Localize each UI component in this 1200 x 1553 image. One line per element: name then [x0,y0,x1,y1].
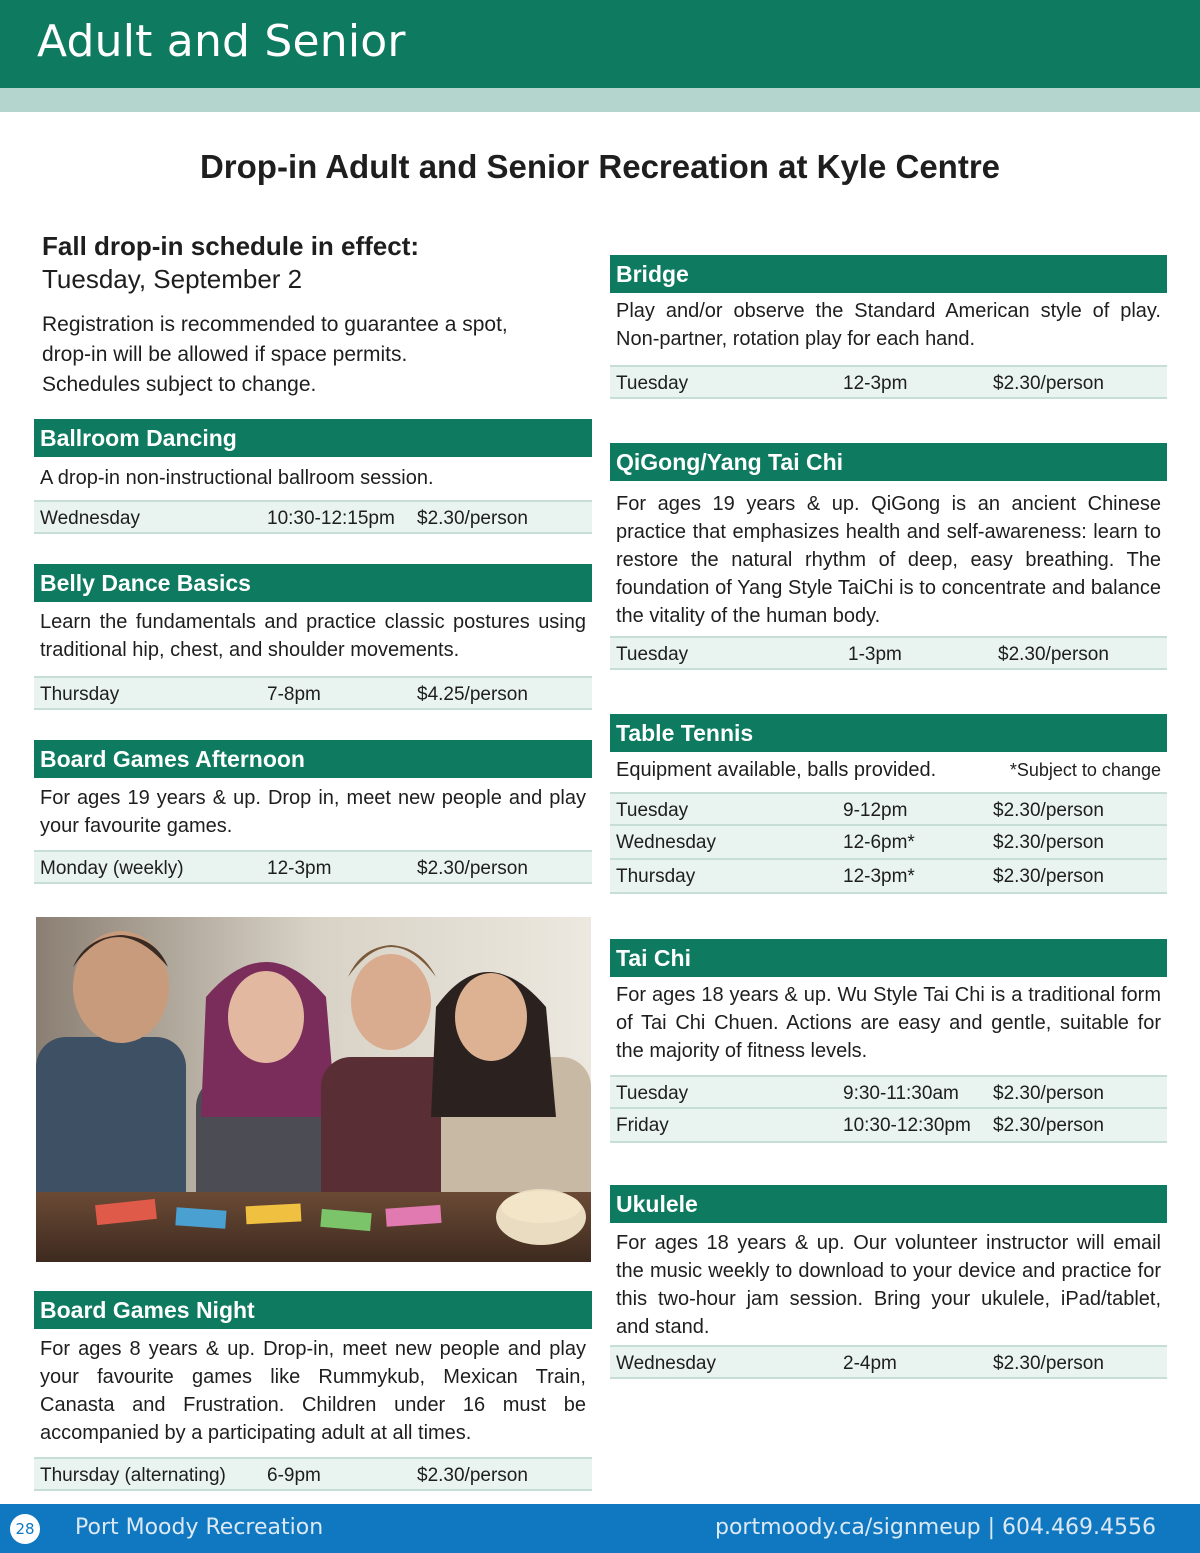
intro-line: drop-in will be allowed if space permits. [42,343,408,366]
section-ballroom-dancing [34,419,592,534]
section-note: *Subject to change [1009,760,1161,780]
schedule-day: Thursday [616,866,696,887]
schedule-time: 12-6pm* [843,832,915,853]
schedule-day: Tuesday [616,373,689,394]
header-title: Adult and Senior [37,16,406,67]
board-games-photo [36,917,591,1262]
page-number: 28 [10,1514,40,1544]
schedule-time: 2-4pm [843,1353,897,1374]
schedule-row [610,636,1167,670]
section-title: Tai Chi [610,939,1167,977]
section-title: Ballroom Dancing [34,419,592,457]
schedule-day: Thursday (alternating) [40,1465,226,1486]
section-description: For ages 18 years & up. Our volunteer instructor will email the music weekly to download to your device and practice for this two-hour jam session. Bring your ukulele, iPad/tablet, and stand. [616,1232,1161,1338]
schedule-row [34,676,592,710]
section-description: A drop-in non-instructional ballroom session. [40,467,434,489]
schedule-day: Tuesday [616,1083,689,1104]
section-title: Board Games Night [34,1291,592,1329]
intro-date: Tuesday, September 2 [42,264,303,294]
section-description: For ages 8 years & up. Drop-in, meet new people and play your favourite games like Rummykub, Mexican Train, Canasta and Frustration. Children under 16 must be accompanied by a participating adult at all times. [40,1338,586,1444]
schedule-time: 12-3pm* [843,866,915,887]
schedule-day: Tuesday [616,800,689,821]
section-description: For ages 19 years & up. QiGong is an ancient Chinese practice that emphasizes health and self-awareness: learn to restore the natural rhythm of deep, easy breathing. The foundation of Yang Style TaiChi is to concentrate and balance the vitality of the human body. [616,493,1161,627]
intro-heading: Fall drop-in schedule in effect: [42,231,420,261]
schedule-price: $2.30/person [993,800,1104,821]
schedule-price: $2.30/person [417,1465,528,1486]
schedule-row [34,500,592,534]
schedule-day: Monday (weekly) [40,858,184,879]
section-table-tennis [610,714,1167,894]
schedule-row [610,1109,1167,1143]
schedule-row [34,1457,592,1491]
schedule-time: 12-3pm [843,373,908,394]
schedule-row [610,1345,1167,1379]
section-title: Table Tennis [610,714,1167,752]
schedule-time: 1-3pm [848,644,902,665]
schedule-time: 10:30-12:30pm [843,1115,971,1136]
schedule-row [610,826,1167,860]
schedule-time: 9-12pm [843,800,908,821]
schedule-price: $2.30/person [993,866,1104,887]
schedule-time: 12-3pm [267,858,332,879]
schedule-row [610,860,1167,894]
schedule-price: $2.30/person [993,1353,1104,1374]
section-tai-chi [610,939,1167,1143]
section-description: Equipment available, balls provided. [616,759,937,781]
section-description: For ages 19 years & up. Drop in, meet new people and play your favourite games. [40,787,586,837]
section-description: Play and/or observe the Standard American style of play. Non-partner, rotation play for each hand. [616,300,1161,350]
section-description: For ages 18 years & up. Wu Style Tai Chi is a traditional form of Tai Chi Chuen. Actions are easy and gentle, suitable for the majority of fitness levels. [616,984,1161,1062]
intro-block [42,230,582,400]
schedule-time: 9:30-11:30am [843,1083,959,1104]
schedule-price: $2.30/person [993,373,1104,394]
section-title: Bridge [610,255,1167,293]
header-subband [0,88,1200,112]
section-title: Board Games Afternoon [34,740,592,778]
schedule-day: Tuesday [616,644,689,665]
section-description: Learn the fundamentals and practice classic postures using traditional hip, chest, and shoulder movements. [40,611,586,661]
schedule-price: $2.30/person [993,832,1104,853]
section-ukulele [610,1185,1167,1379]
footer-bar [0,1504,1200,1553]
schedule-row [34,850,592,884]
schedule-row [610,792,1167,826]
page-title: Drop-in Adult and Senior Recreation at Kyle Centre [199,148,1001,185]
schedule-time: 10:30-12:15pm [267,508,395,529]
intro-line: Registration is recommended to guarantee a spot, [42,313,508,336]
schedule-day: Friday [616,1115,669,1136]
footer-contact: portmoody.ca/signmeup | 604.469.4556 [715,1515,1156,1540]
section-description-row [610,752,1167,792]
schedule-price: $2.30/person [993,1115,1104,1136]
schedule-day: Wednesday [40,508,140,529]
schedule-row [610,365,1167,399]
schedule-price: $2.30/person [417,508,528,529]
section-qigong-yang-tai-chi [610,443,1167,670]
section-title: Ukulele [610,1185,1167,1223]
schedule-day: Wednesday [616,832,716,853]
schedule-day: Wednesday [616,1353,716,1374]
section-board-games-night [34,1291,592,1491]
schedule-day: Thursday [40,684,120,705]
section-board-games-afternoon [34,740,592,884]
schedule-price: $4.25/person [417,684,528,705]
section-title: Belly Dance Basics [34,564,592,602]
intro-line: Schedules subject to change. [42,373,317,396]
schedule-price: $2.30/person [417,858,528,879]
schedule-time: 7-8pm [267,684,321,705]
footer-org-name: Port Moody Recreation [75,1515,324,1540]
section-belly-dance-basics [34,564,592,710]
section-title: QiGong/Yang Tai Chi [610,443,1167,481]
schedule-time: 6-9pm [267,1465,321,1486]
schedule-row [610,1075,1167,1109]
section-bridge [610,255,1167,399]
schedule-price: $2.30/person [998,644,1109,665]
schedule-price: $2.30/person [993,1083,1104,1104]
